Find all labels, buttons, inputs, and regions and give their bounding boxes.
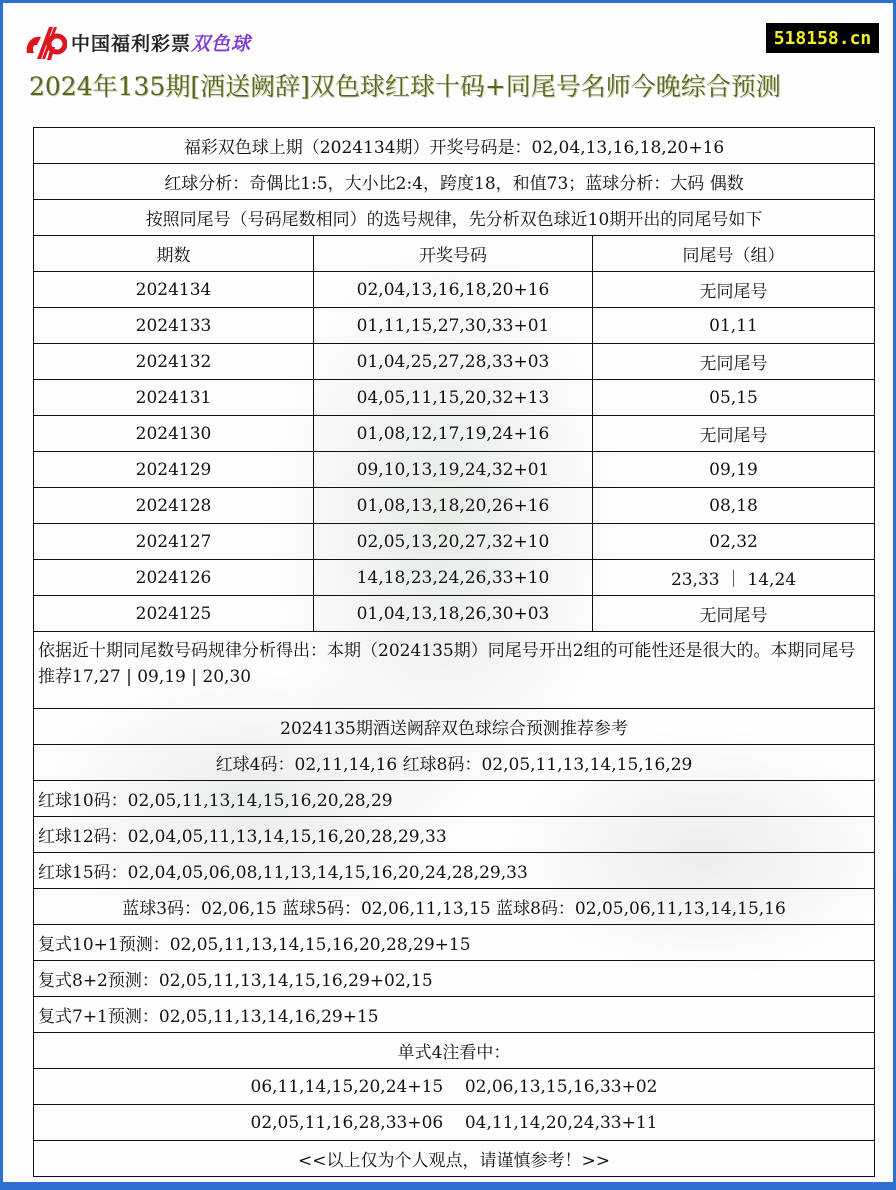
prediction-heading: 2024135期酒送阙辞双色球综合预测推荐参考 bbox=[34, 709, 875, 745]
numbers-cell: 01,04,13,18,26,30+03 bbox=[314, 596, 593, 632]
numbers-cell: 02,05,13,20,27,32+10 bbox=[314, 524, 593, 560]
intro-row bbox=[34, 200, 875, 236]
last-draw-row bbox=[34, 128, 875, 164]
numbers-cell: 02,04,13,16,18,20+16 bbox=[314, 272, 593, 308]
prediction-table bbox=[33, 127, 875, 1177]
fushi-8-2-text: 复式8+2预测：02,05,11,13,14,15,16,29+02,15 bbox=[34, 961, 875, 997]
header-issue: 期数 bbox=[34, 236, 314, 272]
table-row bbox=[34, 344, 875, 380]
fushi-7-1-text: 复式7+1预测：02,05,11,13,14,16,29+15 bbox=[34, 997, 875, 1033]
issue-cell: 2024133 bbox=[34, 308, 314, 344]
page-title: 2024年135期[酒送阙辞]双色球红球十码+同尾号名师今晚综合预测 bbox=[29, 72, 781, 101]
fushi-8-2-row bbox=[34, 961, 875, 997]
analysis-text: 红球分析：奇偶比1:5，大小比2:4，跨度18，和值73；蓝球分析：大码 偶数 bbox=[34, 164, 875, 200]
table-row bbox=[34, 596, 875, 632]
same-tail-cell: 无同尾号 bbox=[593, 416, 875, 452]
single-row bbox=[34, 1069, 875, 1105]
lottery-logo bbox=[23, 23, 251, 61]
issue-cell: 2024131 bbox=[34, 380, 314, 416]
table-row bbox=[34, 560, 875, 596]
fushi-10-1-row bbox=[34, 925, 875, 961]
table-row bbox=[34, 452, 875, 488]
same-tail-cell: 02,32 bbox=[593, 524, 875, 560]
issue-cell: 2024134 bbox=[34, 272, 314, 308]
numbers-cell: 01,08,13,18,20,26+16 bbox=[314, 488, 593, 524]
same-tail-cell: 01,11 bbox=[593, 308, 875, 344]
analysis-row bbox=[34, 164, 875, 200]
intro-text: 按照同尾号（号码尾数相同）的选号规律，先分析双色球近10期开出的同尾号如下 bbox=[34, 200, 875, 236]
issue-cell: 2024130 bbox=[34, 416, 314, 452]
logo-accent-text: 双色球 bbox=[191, 32, 252, 55]
cwl-logo-icon bbox=[23, 23, 67, 61]
red4-red8-text: 红球4码：02,11,14,16 红球8码：02,05,11,13,14,15,16,29 bbox=[34, 745, 875, 781]
conclusion-text: 依据近十期同尾数号码规律分析得出：本期（2024135期）同尾号开出2组的可能性还是很大的。本期同尾号推荐17,27 | 09,19 | 20,30 bbox=[34, 632, 875, 709]
same-tail-cell: 05,15 bbox=[593, 380, 875, 416]
issue-cell: 2024128 bbox=[34, 488, 314, 524]
disclaimer-row bbox=[34, 1141, 875, 1177]
same-tail-cell: 23,33 ｜ 14,24 bbox=[593, 560, 875, 596]
blue-row bbox=[34, 889, 875, 925]
same-tail-cell: 08,18 bbox=[593, 488, 875, 524]
issue-cell: 2024129 bbox=[34, 452, 314, 488]
logo-text: 中国福利彩票 bbox=[71, 32, 192, 55]
same-tail-cell: 09,19 bbox=[593, 452, 875, 488]
single-picks-2: 02,05,11,16,28,33+06 04,11,14,20,24,33+11 bbox=[34, 1105, 875, 1141]
red4-red8-row bbox=[34, 745, 875, 781]
numbers-cell: 01,04,25,27,28,33+03 bbox=[314, 344, 593, 380]
numbers-cell: 01,08,12,17,19,24+16 bbox=[314, 416, 593, 452]
blue-text: 蓝球3码：02,06,15 蓝球5码：02,06,11,13,15 蓝球8码：02,05,06,11,13,14,15,16 bbox=[34, 889, 875, 925]
red15-row bbox=[34, 853, 875, 889]
red10-text: 红球10码：02,05,11,13,14,15,16,20,28,29 bbox=[34, 781, 875, 817]
table-row bbox=[34, 308, 875, 344]
table-row bbox=[34, 416, 875, 452]
numbers-cell: 09,10,13,19,24,32+01 bbox=[314, 452, 593, 488]
issue-cell: 2024127 bbox=[34, 524, 314, 560]
table-row bbox=[34, 380, 875, 416]
issue-cell: 2024126 bbox=[34, 560, 314, 596]
fushi-7-1-row bbox=[34, 997, 875, 1033]
red12-row bbox=[34, 817, 875, 853]
table-row bbox=[34, 488, 875, 524]
single-row bbox=[34, 1105, 875, 1141]
conclusion-row bbox=[34, 632, 875, 709]
site-badge[interactable]: 518158.cn bbox=[766, 23, 879, 53]
single-heading-row bbox=[34, 1033, 875, 1069]
issue-cell: 2024132 bbox=[34, 344, 314, 380]
same-tail-cell: 无同尾号 bbox=[593, 596, 875, 632]
table-header-row bbox=[34, 236, 875, 272]
same-tail-cell: 无同尾号 bbox=[593, 344, 875, 380]
numbers-cell: 01,11,15,27,30,33+01 bbox=[314, 308, 593, 344]
red12-text: 红球12码：02,04,05,11,13,14,15,16,20,28,29,33 bbox=[34, 817, 875, 853]
red15-text: 红球15码：02,04,05,06,08,11,13,14,15,16,20,24,28,29,33 bbox=[34, 853, 875, 889]
fushi-10-1-text: 复式10+1预测：02,05,11,13,14,15,16,20,28,29+15 bbox=[34, 925, 875, 961]
last-draw-text: 福彩双色球上期（2024134期）开奖号码是：02,04,13,16,18,20+16 bbox=[34, 128, 875, 164]
prediction-heading-row bbox=[34, 709, 875, 745]
numbers-cell: 14,18,23,24,26,33+10 bbox=[314, 560, 593, 596]
red10-row bbox=[34, 781, 875, 817]
table-row bbox=[34, 524, 875, 560]
disclaimer-text: <<以上仅为个人观点，请谨慎参考！>> bbox=[34, 1141, 875, 1177]
numbers-cell: 04,05,11,15,20,32+13 bbox=[314, 380, 593, 416]
single-heading: 单式4注看中： bbox=[34, 1033, 875, 1069]
issue-cell: 2024125 bbox=[34, 596, 314, 632]
header-same-tail: 同尾号（组） bbox=[593, 236, 875, 272]
table-row bbox=[34, 272, 875, 308]
single-picks-1: 06,11,14,15,20,24+15 02,06,13,15,16,33+02 bbox=[34, 1069, 875, 1105]
header-numbers: 开奖号码 bbox=[314, 236, 593, 272]
same-tail-cell: 无同尾号 bbox=[593, 272, 875, 308]
